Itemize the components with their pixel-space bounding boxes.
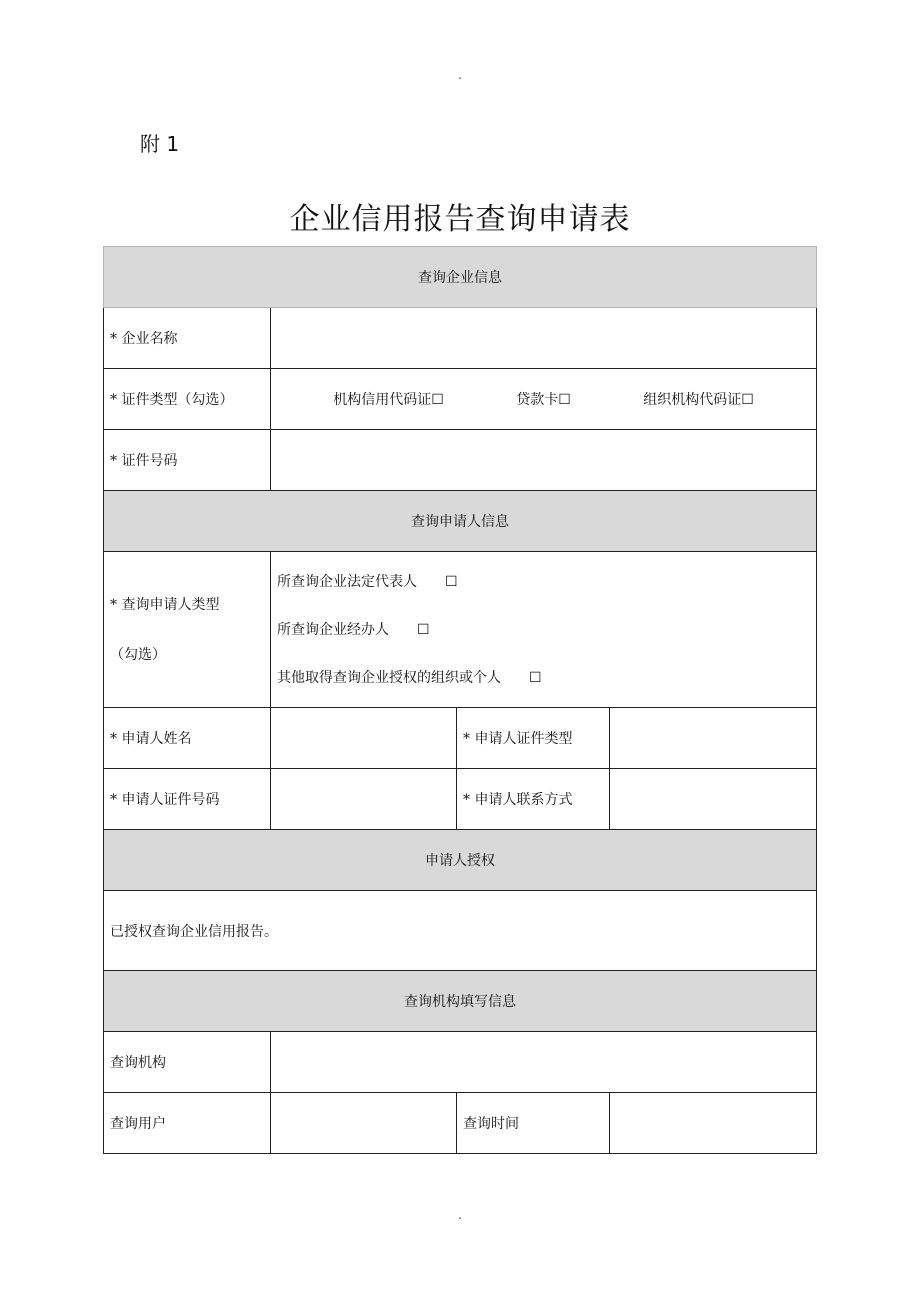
- page-marker-top: .: [458, 68, 462, 82]
- checkbox-icon[interactable]: ☐: [431, 392, 444, 408]
- query-user-label: 查询用户: [104, 1093, 271, 1154]
- option-org-code-certificate[interactable]: 组织机构代码证☐: [643, 392, 754, 408]
- enterprise-name-field[interactable]: [271, 308, 817, 369]
- form-title: 企业信用报告查询申请表: [289, 202, 631, 237]
- section-authorization: 申请人授权: [104, 830, 817, 891]
- option-loan-card[interactable]: 贷款卡☐: [516, 392, 571, 408]
- query-time-label: 查询时间: [457, 1093, 610, 1154]
- option-other-authorized[interactable]: 其他取得查询企业授权的组织或个人 ☐: [277, 669, 542, 686]
- section-institution-info: 查询机构填写信息: [104, 971, 817, 1032]
- institution-label: 查询机构: [104, 1032, 271, 1093]
- applicant-contact-field[interactable]: [610, 769, 817, 830]
- checkbox-icon[interactable]: ☐: [445, 573, 458, 590]
- applicant-id-number-label: * 申请人证件号码: [104, 769, 271, 830]
- page-marker-bottom: .: [458, 1208, 462, 1222]
- checkbox-icon[interactable]: ☐: [558, 392, 571, 408]
- query-time-field[interactable]: [610, 1093, 817, 1154]
- option-agent[interactable]: 所查询企业经办人 ☐: [277, 621, 430, 638]
- applicant-contact-label: * 申请人联系方式: [457, 769, 610, 830]
- query-user-field[interactable]: [271, 1093, 457, 1154]
- enterprise-id-number-label: * 证件号码: [104, 430, 271, 491]
- institution-field[interactable]: [271, 1032, 817, 1093]
- option-legal-representative[interactable]: 所查询企业法定代表人 ☐: [277, 573, 458, 590]
- option-credit-code-certificate[interactable]: 机构信用代码证☐: [333, 392, 444, 408]
- applicant-id-number-field[interactable]: [271, 769, 457, 830]
- application-form-table: [103, 246, 817, 1154]
- section-enterprise-info: 查询企业信息: [104, 247, 817, 308]
- enterprise-id-type-label: * 证件类型（勾选）: [104, 369, 271, 430]
- enterprise-id-type-options: [271, 369, 817, 430]
- applicant-id-type-label: * 申请人证件类型: [457, 708, 610, 769]
- checkbox-icon[interactable]: ☐: [741, 392, 754, 408]
- checkbox-icon[interactable]: ☐: [417, 621, 430, 638]
- enterprise-name-label: * 企业名称: [104, 308, 271, 369]
- checkbox-icon[interactable]: ☐: [529, 669, 542, 686]
- applicant-id-type-field[interactable]: [610, 708, 817, 769]
- authorization-statement: 已授权查询企业信用报告。: [104, 891, 817, 971]
- annex-label: 附 1: [140, 132, 180, 156]
- applicant-type-label: * 查询申请人类型 （勾选）: [104, 552, 271, 708]
- applicant-name-label: * 申请人姓名: [104, 708, 271, 769]
- applicant-name-field[interactable]: [271, 708, 457, 769]
- applicant-type-options: [271, 552, 817, 708]
- enterprise-id-number-field[interactable]: [271, 430, 817, 491]
- section-applicant-info: 查询申请人信息: [104, 491, 817, 552]
